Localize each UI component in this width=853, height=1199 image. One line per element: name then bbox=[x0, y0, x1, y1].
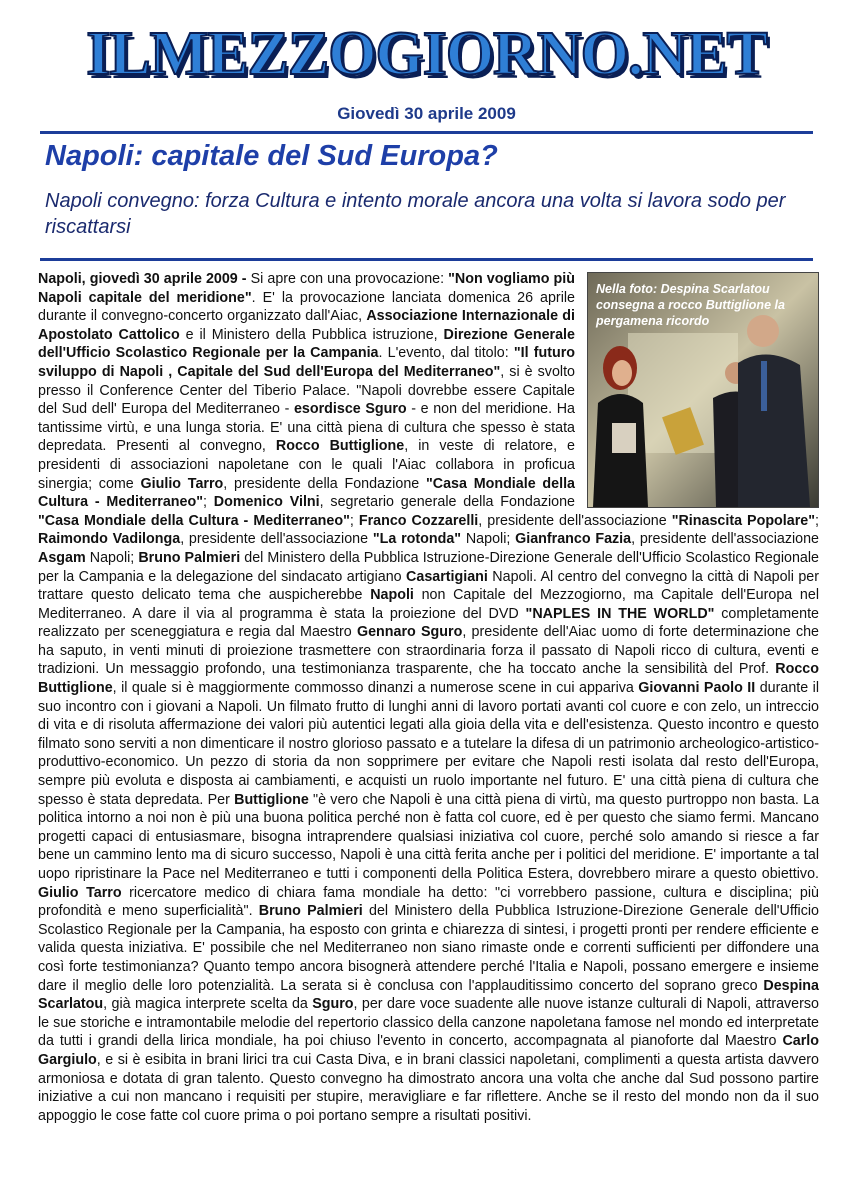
body-text-run: Napoli; bbox=[461, 531, 516, 548]
body-bold-run: Sguro bbox=[312, 996, 354, 1013]
body-text-run: , il quale si è maggiormente commosso dinanzi a numerose scene in cui appariva bbox=[112, 680, 639, 697]
body-bold-run: "Casa Mondiale della Cultura - Mediterraneo" bbox=[38, 512, 350, 529]
body-text-run: ricercatore medico di chiara fama mondiale ha detto: "ci vorrebbero passione, cultura e disciplina; più profondità e meno superficialità". bbox=[38, 884, 819, 920]
body-text-run: ; bbox=[349, 512, 359, 529]
body-bold-run: "NAPLES IN THE WORLD" bbox=[525, 605, 715, 622]
body-text-run: e il Ministero della Pubblica istruzione, bbox=[179, 326, 444, 343]
body-bold-run: "Rinascita Popolare" bbox=[671, 512, 816, 529]
body-text-run: Si apre con una provocazione: bbox=[250, 271, 449, 287]
body-text-run: completamente realizzato per sceneggiatura e regia dal Maestro bbox=[38, 605, 819, 641]
body-bold-run: Raimondo Vadilonga bbox=[38, 531, 181, 548]
divider-top bbox=[40, 131, 813, 134]
body-text-run: , presidente della Fondazione bbox=[223, 475, 426, 492]
body-bold-run: Gianfranco Fazia bbox=[515, 531, 632, 548]
body-text-run: . E' la provocazione lanciata domenica 26 aprile durante il convegno-concerto organizzato dall'Aiac, bbox=[38, 289, 575, 325]
body-bold-run: "La rotonda" bbox=[372, 531, 462, 548]
body-bold-run: Despina Scarlatou bbox=[38, 977, 819, 1013]
photo-space bbox=[585, 270, 819, 507]
body-bold-run: Buttiglione bbox=[234, 791, 309, 808]
body-text-run: del Ministero della Pubblica Istruzione-Direzione Generale dell'Ufficio Scolastico Regionale per la Campania e la delegazione del sindacato artigiano bbox=[38, 549, 819, 585]
body-text-run: Napoli; bbox=[85, 549, 139, 566]
body-text-run: Napoli. Al centro del convegno la città di Napoli per trattare questo delicato tema che auspicherebbe bbox=[38, 568, 819, 604]
body-text-run: . L'evento, dal titolo: bbox=[378, 345, 514, 362]
body-bold-run: Asgam bbox=[38, 549, 86, 566]
article-subheadline: Napoli convegno: forza Cultura e intento morale ancora una volta si lavora sodo per riscattarsi bbox=[45, 190, 786, 238]
body-text-run: , presidente dell'associazione bbox=[631, 531, 820, 548]
body-bold-run: Giulio Tarro bbox=[38, 884, 122, 901]
body-text-run: , presidente dell'Aiac uomo di forte determinazione che ha saputo, in venti minuti di proiezione trasmettere con straordinaria forza il passato di Napoli ricco di cultura, eventi e tradizioni. Un messaggio profondo, una testimonianza trasparente, che ha toccato anche la sensibilità del Prof. bbox=[38, 624, 819, 678]
body-bold-run: Domenico Vilni bbox=[213, 494, 320, 511]
body-bold-run: "Il futuro sviluppo di Napoli , Capitale del Sud dell'Europa del Mediterraneo" bbox=[38, 345, 576, 380]
body-bold-run: Casartigiani bbox=[406, 568, 488, 585]
body-text-run: ; bbox=[815, 512, 819, 529]
body-text-run: "è vero che Napoli è una città piena di virtù, ma questo purtroppo non basta. La politica intorno a noi non è più una buona politica perché non è fatta col cuore, ed è per questo che siamo fermi. Mancano progetti capaci di entusiasmare, bisogna intraprendere qualsiasi iniziativa col cuore, perché solo amando si riesce a far bene un cammino lento ma di sicuro successo, Napoli è una città ferita anche per i politici del meridione. E' importante a tal uopo ripristinare la Pace nel Mediterraneo e tutti i componenti della Politica Estera, dovrebbero mirare a questo obiettivo. bbox=[38, 791, 820, 882]
body-text-run: , per dare voce suadente alle nuove istanze culturali di Napoli, attraverso le sue storiche e intramontabile melodie del repertorio classico della canzone napoletana famose nel mondo ed interpretate da tutti i grandi della lirica mondiale, ha poi chiuso l'evento in concerto, accompagnata al pianoforte dal Maestro bbox=[38, 996, 819, 1050]
body-text-run: , presidente dell'associazione bbox=[180, 531, 373, 548]
body-bold-run: Franco Cozzarelli bbox=[358, 512, 479, 529]
body-text-run: , presidente dell'associazione bbox=[478, 512, 672, 529]
body-text-run: , si è svolto presso il Conference Center del Tiberio Palace. "Napoli dovrebbe essere Capitale del Sud dell' Europa del Mediterraneo - bbox=[38, 363, 576, 418]
body-bold-run: "Non vogliamo più Napoli capitale del meridione" bbox=[38, 271, 575, 306]
divider-bottom bbox=[40, 258, 813, 261]
body-bold-run: "Casa Mondiale della Cultura - Mediterraneo" bbox=[38, 475, 575, 511]
body-bold-run: esordisce Sguro bbox=[293, 401, 407, 418]
article-headline: Napoli: capitale del Sud Europa? bbox=[45, 140, 498, 172]
body-bold-run: Carlo Gargiulo bbox=[38, 1033, 819, 1068]
body-text-run: , in veste di relatore, e presidenti di associazioni napoletane con le quali l'Aiac collabora in proficua sinergia; come bbox=[38, 438, 575, 492]
body-bold-run: Napoli bbox=[370, 587, 414, 604]
body-text-run: , già magica interprete scelta da bbox=[103, 996, 313, 1013]
body-bold-run: Bruno Palmieri bbox=[138, 549, 241, 566]
body-text-run: ; bbox=[202, 494, 214, 511]
issue-date: Giovedì 30 aprile 2009 bbox=[337, 104, 516, 123]
body-bold-run: Gennaro Sguro bbox=[356, 624, 463, 641]
body-bold-run: Rocco Buttiglione bbox=[38, 661, 819, 697]
body-bold-run: Associazione Internazionale di Apostolato Cattolico bbox=[38, 308, 575, 343]
body-text-run: - e non del meridione. Ha tantissime virtù, e una lunga storia. E' una città piena di cultura che spesso è stata depredata. Presenti al convegno, bbox=[38, 401, 575, 455]
body-bold-run: Direzione Generale dell'Ufficio Scolastico Regionale per la Campania bbox=[38, 326, 575, 362]
body-bold-run: Rocco Buttiglione bbox=[275, 438, 405, 455]
body-bold-run: Giovanni Paolo II bbox=[638, 680, 756, 697]
body-text-run: non Capitale del Mezzogiorno, ma Capitale dell'Europa nel Mediterraneo. A dare il via al programma è stata la proiezione del DVD bbox=[38, 587, 820, 622]
body-bold-run: Giulio Tarro bbox=[140, 475, 224, 492]
photo-caption: Nella foto: Despina Scarlatou consegna a rocco Buttiglione la pergamena ricordo bbox=[596, 282, 785, 328]
body-bold-run: Napoli, giovedì 30 aprile 2009 - bbox=[38, 271, 251, 287]
body-text-run: , segretario generale della Fondazione bbox=[319, 494, 575, 511]
article-body bbox=[38, 270, 819, 1125]
body-bold-run: Bruno Palmieri bbox=[258, 903, 363, 920]
masthead-logo: ILMEZZOGIORNO.NET bbox=[86, 20, 767, 88]
body-text-run: durante il suo incontro con i giovani a Napoli. Un filmato frutto di lunghi anni di lavoro portati avanti col cuore e con zelo, un intreccio di vita e di risoluta affermazione dei valori più autentici legati alla gioia della vita e dell'esistenza. Questo incontro e questo filmato sono serviti a non dimenticare il nostro glorioso passato e a tutelare la difesa di un patrimonio archeologico-artistico-produttivo-economico. Un pezzo di storia da non sopprimere per evitare che Napoli resti isolata dal resto dell'Europa, sempre più evoluta e disposta ai cambiamenti, e acquisti un ruolo importante nel futuro. E' una città piena di cultura che spesso è stata depredata. Per bbox=[38, 680, 819, 808]
body-text-run: , e si è esibita in brani lirici tra cui Casta Diva, e in brani classici napoletani, complimenti a questa artista davvero armoniosa e dotata di gran talento. Questo convegno ha dimostrato ancora una volta che anche dal Sud possono partire iniziative a cui non mancano i requisiti per stupire, meravigliare e far riflettere. Anche se il resto del mondo non da il suo appoggio le cose fatte col cuore prima o poi portano sempre a risultati positivi. bbox=[38, 1051, 819, 1124]
body-text-run: del Ministero della Pubblica Istruzione-Direzione Generale dell'Ufficio Scolastico Regionale per la Campania, ha esposto con grinta e chiarezza di sintesi, i progetti pronti per rendere efficiente e valida questa iniziativa. E' possibile che nel Mediterraneo non siano rimaste onde e correnti sufficienti per diffondere una così forte testimonianza? Quanto tempo ancora bisognerà attendere perché l'Italia e Napoli, possano emergere e insieme dare il meglio delle loro potenzialità. La serata si è conclusa con l'applauditissimo concerto del soprano greco bbox=[38, 903, 819, 994]
